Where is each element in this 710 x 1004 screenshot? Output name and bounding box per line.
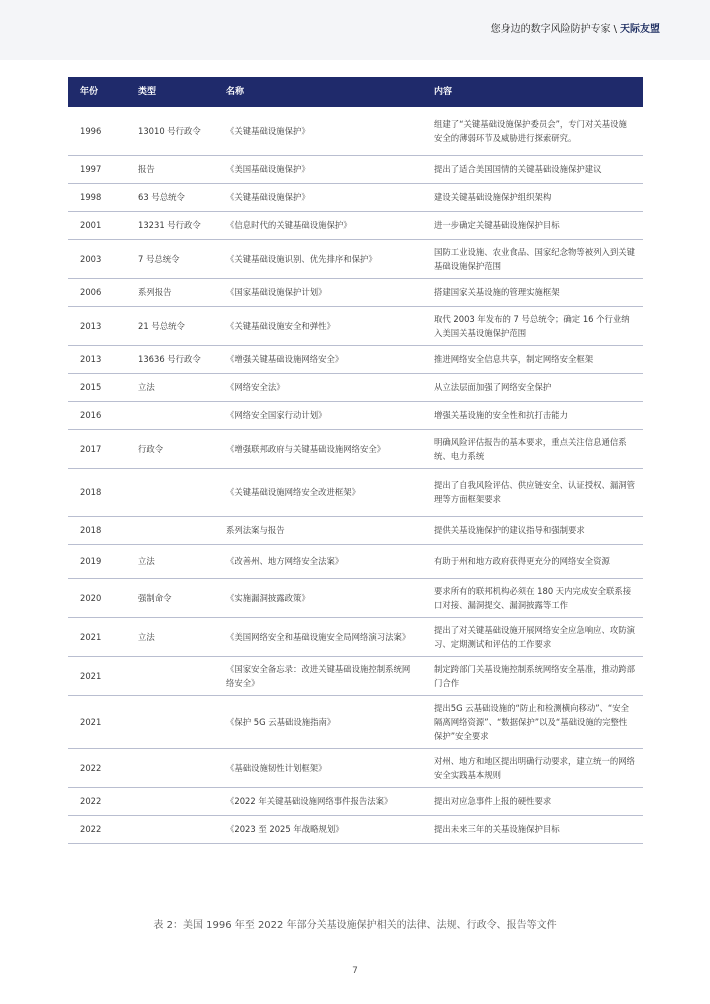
cell-content: 制定跨部门关基设施控制系统网络安全基准，推动跨部门合作 bbox=[424, 656, 643, 695]
cell-name: 《保护 5G 云基础设施指南》 bbox=[216, 695, 424, 748]
cell-type bbox=[128, 656, 216, 695]
header-brand: 天际友盟 bbox=[620, 24, 660, 35]
cell-content: 组建了“关键基础设施保护委员会”，专门对关基设施安全的薄弱环节及威胁进行探索研究。 bbox=[424, 107, 643, 155]
table-row bbox=[68, 107, 643, 155]
cell-year: 2019 bbox=[68, 544, 128, 578]
cell-type bbox=[128, 695, 216, 748]
cell-name: 《关键基础设施安全和弹性》 bbox=[216, 306, 424, 345]
cell-name: 《关键基础设施识别、优先排序和保护》 bbox=[216, 239, 424, 278]
cell-name: 《国家基础设施保护计划》 bbox=[216, 278, 424, 306]
column-header-name: 名称 bbox=[216, 77, 424, 107]
header-tagline-text: 您身边的数字风险防护专家 bbox=[490, 24, 611, 35]
table-row bbox=[68, 278, 643, 306]
column-header-content: 内容 bbox=[424, 77, 643, 107]
header-separator: \ bbox=[613, 24, 617, 35]
cell-year: 2021 bbox=[68, 695, 128, 748]
cell-content: 提出了自我风险评估、供应链安全、认证授权、漏洞管理等方面框架要求 bbox=[424, 468, 643, 516]
cell-year: 1996 bbox=[68, 107, 128, 155]
policy-table bbox=[68, 77, 643, 844]
cell-type bbox=[128, 748, 216, 787]
table-row bbox=[68, 155, 643, 183]
table-row bbox=[68, 578, 643, 617]
cell-year: 2015 bbox=[68, 373, 128, 401]
table-row bbox=[68, 345, 643, 373]
cell-name: 《2023 至 2025 年战略规划》 bbox=[216, 815, 424, 843]
cell-year: 2006 bbox=[68, 278, 128, 306]
cell-name: 《改善州、地方网络安全法案》 bbox=[216, 544, 424, 578]
column-header-type: 类型 bbox=[128, 77, 216, 107]
cell-type: 行政令 bbox=[128, 429, 216, 468]
cell-year: 2022 bbox=[68, 815, 128, 843]
cell-type: 立法 bbox=[128, 617, 216, 656]
cell-name: 《基础设施韧性计划框架》 bbox=[216, 748, 424, 787]
table-row bbox=[68, 787, 643, 815]
cell-content: 从立法层面加强了网络安全保护 bbox=[424, 373, 643, 401]
cell-content: 推进网络安全信息共享，制定网络安全框架 bbox=[424, 345, 643, 373]
cell-content: 增强关基设施的安全性和抗打击能力 bbox=[424, 401, 643, 429]
cell-type: 21 号总统令 bbox=[128, 306, 216, 345]
header-tagline bbox=[491, 22, 660, 38]
table-row bbox=[68, 239, 643, 278]
cell-type: 立法 bbox=[128, 373, 216, 401]
table-row bbox=[68, 516, 643, 544]
table-row bbox=[68, 468, 643, 516]
cell-content: 建设关键基础设施保护组织架构 bbox=[424, 183, 643, 211]
cell-content: 提出了对关键基础设施开展网络安全应急响应、攻防演习、定期测试和评估的工作要求 bbox=[424, 617, 643, 656]
table-row bbox=[68, 748, 643, 787]
cell-year: 2022 bbox=[68, 748, 128, 787]
cell-name: 《国家安全备忘录：改进关键基础设施控制系统网络安全》 bbox=[216, 656, 424, 695]
table-row bbox=[68, 815, 643, 843]
table-row bbox=[68, 429, 643, 468]
cell-type: 13231 号行政令 bbox=[128, 211, 216, 239]
table-row bbox=[68, 544, 643, 578]
cell-name: 《增强联邦政府与关键基础设施网络安全》 bbox=[216, 429, 424, 468]
table-row bbox=[68, 656, 643, 695]
cell-year: 2018 bbox=[68, 468, 128, 516]
table-row bbox=[68, 617, 643, 656]
table-caption: 表 2：美国 1996 年至 2022 年部分关基设施保护相关的法律、法规、行政令、报告等文件 bbox=[153, 920, 557, 931]
cell-content: 提供关基设施保护的建议指导和强制要求 bbox=[424, 516, 643, 544]
cell-content: 取代 2003 年发布的 7 号总统令；确定 16 个行业纳入美国关基设施保护范围 bbox=[424, 306, 643, 345]
page-header bbox=[0, 0, 710, 60]
cell-year: 2020 bbox=[68, 578, 128, 617]
table-row bbox=[68, 183, 643, 211]
cell-name: 系列法案与报告 bbox=[216, 516, 424, 544]
cell-type bbox=[128, 516, 216, 544]
cell-content: 国防工业设施、农业食品、国家纪念物等被列入到关键基础设施保护范围 bbox=[424, 239, 643, 278]
cell-name: 《信息时代的关键基础设施保护》 bbox=[216, 211, 424, 239]
cell-year: 1997 bbox=[68, 155, 128, 183]
cell-type: 强制命令 bbox=[128, 578, 216, 617]
cell-year: 2021 bbox=[68, 617, 128, 656]
cell-content: 明确风险评估报告的基本要求，重点关注信息通信系统、电力系统 bbox=[424, 429, 643, 468]
cell-year: 2017 bbox=[68, 429, 128, 468]
cell-content: 进一步确定关键基础设施保护目标 bbox=[424, 211, 643, 239]
cell-type: 7 号总统令 bbox=[128, 239, 216, 278]
table-row bbox=[68, 695, 643, 748]
cell-name: 《网络安全法》 bbox=[216, 373, 424, 401]
column-header-year: 年份 bbox=[68, 77, 128, 107]
cell-content: 要求所有的联邦机构必须在 180 天内完成安全联系接口对接、漏洞提交、漏洞披露等工作 bbox=[424, 578, 643, 617]
cell-type: 立法 bbox=[128, 544, 216, 578]
cell-year: 2018 bbox=[68, 516, 128, 544]
cell-year: 2021 bbox=[68, 656, 128, 695]
cell-name: 《关键基础设施保护》 bbox=[216, 107, 424, 155]
cell-content: 有助于州和地方政府获得更充分的网络安全资源 bbox=[424, 544, 643, 578]
cell-name: 《增强关键基础设施网络安全》 bbox=[216, 345, 424, 373]
cell-content: 对州、地方和地区提出明确行动要求，建立统一的网络安全实践基本规则 bbox=[424, 748, 643, 787]
cell-type bbox=[128, 787, 216, 815]
table-body bbox=[68, 107, 643, 843]
cell-year: 2013 bbox=[68, 306, 128, 345]
cell-type bbox=[128, 468, 216, 516]
cell-name: 《网络安全国家行动计划》 bbox=[216, 401, 424, 429]
cell-year: 2001 bbox=[68, 211, 128, 239]
table-row bbox=[68, 211, 643, 239]
cell-content: 提出了适合美国国情的关键基础设施保护建议 bbox=[424, 155, 643, 183]
cell-year: 2022 bbox=[68, 787, 128, 815]
cell-year: 2016 bbox=[68, 401, 128, 429]
cell-name: 《关键基础设施保护》 bbox=[216, 183, 424, 211]
table-row bbox=[68, 306, 643, 345]
cell-content: 提出对应急事件上报的硬性要求 bbox=[424, 787, 643, 815]
cell-type: 13636 号行政令 bbox=[128, 345, 216, 373]
page-number: 7 bbox=[352, 966, 358, 976]
cell-type: 63 号总统令 bbox=[128, 183, 216, 211]
cell-year: 2013 bbox=[68, 345, 128, 373]
table-row bbox=[68, 373, 643, 401]
cell-year: 2003 bbox=[68, 239, 128, 278]
cell-type: 报告 bbox=[128, 155, 216, 183]
table-row bbox=[68, 401, 643, 429]
cell-content: 提出5G 云基础设施的“防止和检测横向移动”、“安全隔离网络资源”、“数据保护”以及“基础设施的完整性保护”安全要求 bbox=[424, 695, 643, 748]
cell-content: 搭建国家关基设施的管理实施框架 bbox=[424, 278, 643, 306]
cell-name: 《关键基础设施网络安全改进框架》 bbox=[216, 468, 424, 516]
cell-content: 提出未来三年的关基设施保护目标 bbox=[424, 815, 643, 843]
cell-type bbox=[128, 401, 216, 429]
cell-name: 《2022 年关键基础设施网络事件报告法案》 bbox=[216, 787, 424, 815]
cell-type: 13010 号行政令 bbox=[128, 107, 216, 155]
cell-type: 系列报告 bbox=[128, 278, 216, 306]
cell-type bbox=[128, 815, 216, 843]
cell-name: 《美国基础设施保护》 bbox=[216, 155, 424, 183]
cell-name: 《美国网络安全和基础设施安全局网络演习法案》 bbox=[216, 617, 424, 656]
cell-name: 《实施漏洞披露政策》 bbox=[216, 578, 424, 617]
table-header-row bbox=[68, 77, 643, 107]
cell-year: 1998 bbox=[68, 183, 128, 211]
